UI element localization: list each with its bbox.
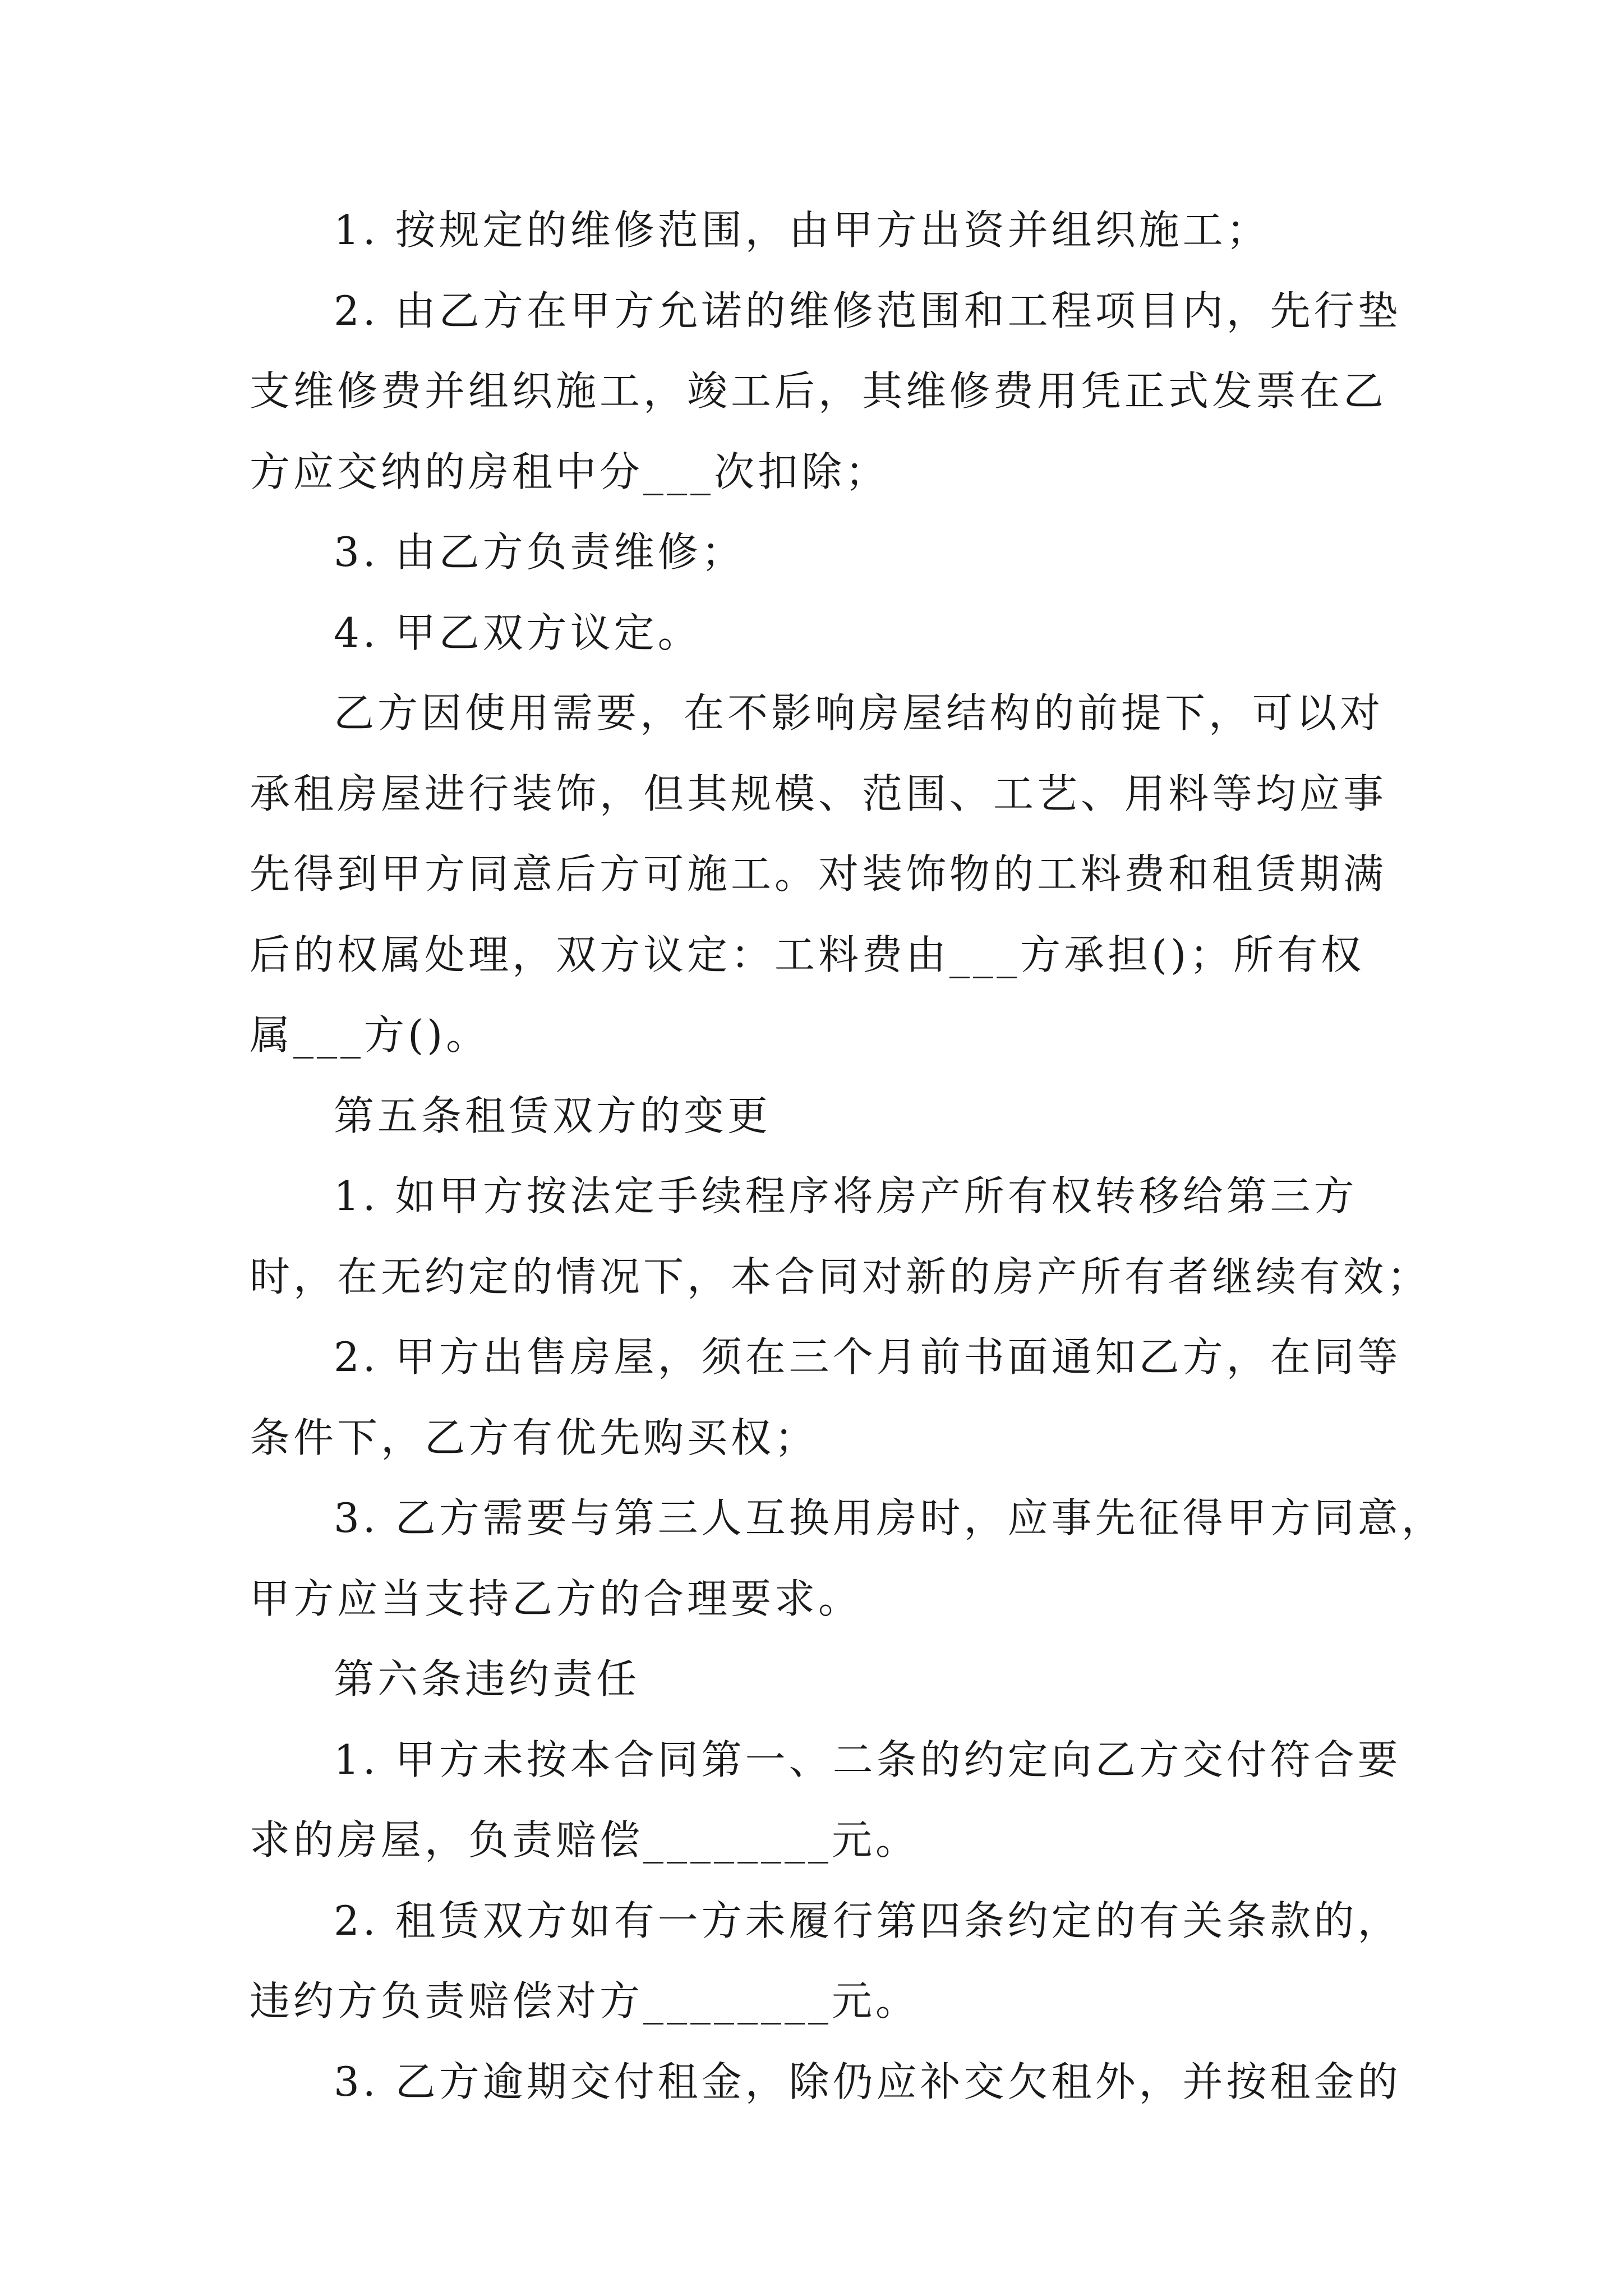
paragraph-line: 3. 由乙方负责维修； — [334, 528, 745, 576]
paragraph-line: 先得到甲方同意后方可施工。对装饰物的工料费和租赁期满 — [250, 850, 1387, 898]
paragraph-line: 3. 乙方逾期交付租金，除仍应补交欠租外，并按租金的 — [334, 2058, 1401, 2105]
paragraph-line: 2. 租赁双方如有一方未履行第四条约定的有关条款的， — [334, 1897, 1401, 1944]
paragraph-line: 甲方应当支持乙方的合理要求。 — [250, 1575, 863, 1622]
paragraph-line: 方应交纳的房租中分___次扣除； — [250, 448, 889, 495]
section-heading: 第五条租赁双方的变更 — [334, 1092, 772, 1139]
paragraph-line: 1. 如甲方按法定手续程序将房产所有权转移给第三方 — [334, 1172, 1358, 1220]
paragraph-line: 乙方因使用需要，在不影响房屋结构的前提下，可以对 — [334, 689, 1384, 737]
paragraph-line: 时，在无约定的情况下，本合同对新的房产所有者继续有效； — [250, 1253, 1431, 1300]
section-heading: 第六条违约责任 — [334, 1655, 640, 1703]
paragraph-line: 后的权属处理，双方议定：工料费由___方承担()；所有权 — [250, 931, 1365, 978]
paragraph-line: 3. 乙方需要与第三人互换用房时，应事先征得甲方同意， — [334, 1494, 1445, 1542]
paragraph-line: 4. 甲乙双方议定。 — [334, 609, 702, 656]
paragraph-line: 求的房屋，负责赔偿________元。 — [250, 1816, 920, 1864]
paragraph-line: 1. 按规定的维修范围，由甲方出资并组织施工； — [334, 206, 1270, 254]
paragraph-line: 支维修费并组织施工，竣工后，其维修费用凭正式发票在乙 — [250, 367, 1387, 415]
paragraph-line: 2. 甲方出售房屋，须在三个月前书面通知乙方，在同等 — [334, 1333, 1401, 1381]
paragraph-line: 2. 由乙方在甲方允诺的维修范围和工程项目内，先行垫 — [334, 287, 1401, 334]
paragraph-line: 违约方负责赔偿对方________元。 — [250, 1977, 920, 2024]
paragraph-line: 承租房屋进行装饰，但其规模、范围、工艺、用料等均应事 — [250, 770, 1387, 817]
paragraph-line: 条件下，乙方有优先购买权； — [250, 1414, 819, 1461]
paragraph-line: 属___方()。 — [250, 1011, 490, 1059]
paragraph-line: 1. 甲方未按本合同第一、二条的约定向乙方交付符合要 — [334, 1736, 1401, 1783]
